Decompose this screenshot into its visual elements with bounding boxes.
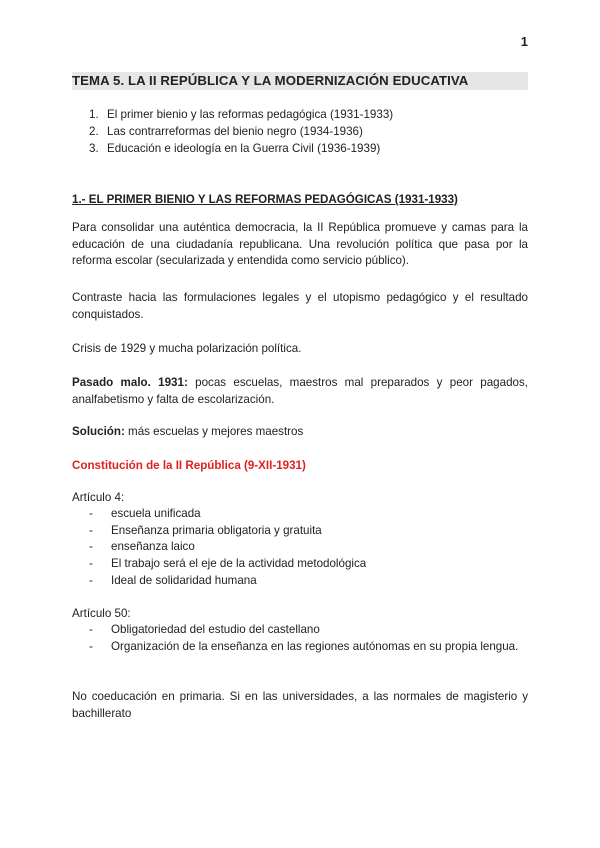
toc-text: Las contrarreformas del bienio negro (1934-1936) (107, 125, 363, 138)
section-heading: 1.- EL PRIMER BIENIO Y LAS REFORMAS PEDAGÓGICAS (1931-1933) (72, 193, 458, 206)
list-item-text: Organización de la enseñanza en las regiones autónomas en su propia lengua. (111, 639, 519, 653)
dash-bullet: - (89, 573, 93, 587)
dash-bullet: - (89, 507, 93, 520)
toc-number: 3. (89, 142, 99, 155)
list-item (89, 573, 528, 590)
list-item-text: Enseñanza primaria obligatoria y gratuita (111, 523, 322, 537)
table-of-contents (89, 106, 393, 157)
article-4-label: Artículo 4: (72, 491, 125, 504)
toc-number: 1. (89, 108, 99, 121)
toc-text: El primer bienio y las reformas pedagógica (1931-1933) (107, 108, 394, 121)
list-item (89, 622, 528, 639)
pasado-label: Pasado malo. 1931: (72, 376, 188, 389)
constitution-heading: Constitución de la II República (9-XII-1931) (72, 459, 306, 472)
dash-bullet: - (89, 623, 93, 636)
toc-item (89, 106, 393, 123)
list-item-text: Ideal de solidaridad humana (111, 573, 257, 587)
paragraph-coeducacion: No coeducación en primaria. Si en las universidades, a las normales de magisterio y bachillerato (72, 690, 528, 720)
paragraph-intro: Para consolidar una auténtica democracia, la II República promueve y camas para la educación de una ciudadanía republicana. Una revolución política que pasa por la reforma escolar (secularizada y entendida como servicio público). (72, 221, 528, 268)
paragraph-pasado (72, 375, 528, 408)
dash-bullet: - (89, 540, 93, 554)
article-50-list (89, 622, 528, 655)
article-50-label: Artículo 50: (72, 607, 131, 620)
toc-item (89, 123, 393, 140)
page-title: TEMA 5. LA II REPÚBLICA Y LA MODERNIZACIÓN EDUCATIVA (72, 73, 469, 88)
toc-number: 2. (89, 125, 99, 138)
list-item-text: enseñanza laico (111, 540, 195, 554)
paragraph-crisis: Crisis de 1929 y mucha polarización política. (72, 342, 302, 355)
solucion-label: Solución: (72, 425, 125, 438)
list-item (89, 523, 528, 540)
list-item (89, 506, 528, 523)
page-number: 1 (520, 34, 528, 49)
dash-bullet: - (89, 523, 93, 537)
pasado-text: pocas escuelas, maestros mal preparados y peor pagados, analfabetismo y falta de escolarización. (72, 376, 528, 406)
list-item-text: escuela unificada (111, 507, 201, 520)
list-item-text: Obligatoriedad del estudio del castellano (111, 623, 320, 636)
article-4-list (89, 506, 528, 590)
toc-item (89, 140, 393, 157)
solucion-text: más escuelas y mejores maestros (124, 425, 304, 438)
dash-bullet: - (89, 639, 93, 653)
list-item-text: El trabajo será el eje de la actividad metodológica (111, 557, 367, 571)
paragraph-contrast: Contraste hacia las formulaciones legales y el utopismo pedagógico y el resultado conquistados. (72, 291, 528, 321)
paragraph-solucion (72, 424, 528, 441)
list-item (89, 639, 528, 656)
toc-text: Educación e ideología en la Guerra Civil (1936-1939) (107, 142, 381, 155)
list-item (89, 539, 528, 556)
list-item (89, 556, 528, 573)
dash-bullet: - (89, 557, 93, 571)
